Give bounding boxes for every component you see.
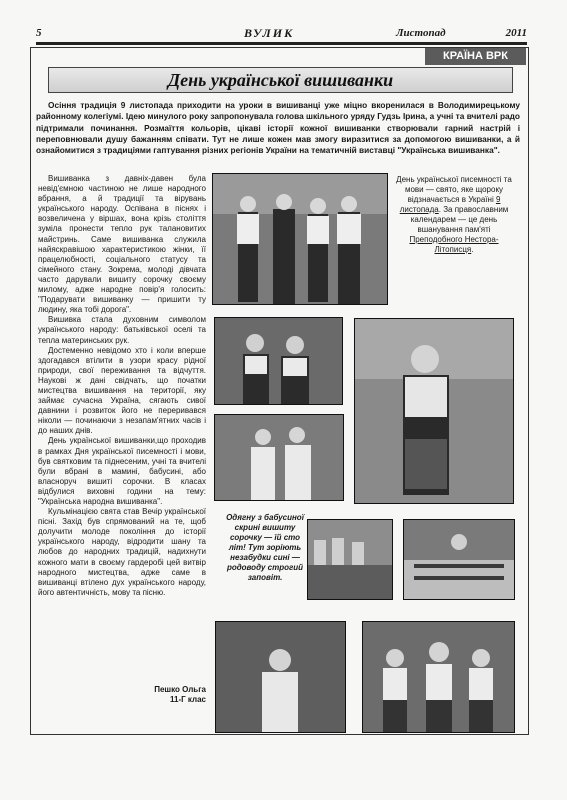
photo-couple: [214, 414, 344, 501]
article-lead: Осіння традиція 9 листопада приходити на уроки в вишиванці уже міцно вкоренилася в Володимирецькому районному колегіумі. Ідею минулого року запропонувала голова шкільного уряду Гудзь Ірина, а учні та вчителі радо підтримали починання. Розмаїття кольорів, цікаві історії кожної вишиванки створювали гарний настрій і переповнювали душу бажанням співати. Тут не лише кожен мав змогу виразитися за допомогою вишиванки, а й ознайомитися з традиціями гаптування різних регіонів України на тематичній виставці "Українська вишиванка".: [36, 100, 520, 156]
author-class: 11-Г клас: [170, 695, 206, 704]
issue-year: 2011: [505, 27, 527, 39]
photo-girls-in-wreaths: [214, 317, 343, 405]
body-paragraph: День української вишиванки,що проходив в рамках Дня української писемності і мови, був святковим та піднесеним, учні та вчителі були вбрані в мамині, бабусині, або власноруч вишиті сорочки. В класах відбулися виховні години на тему: "Українська народна вишиванка".: [38, 436, 206, 506]
photo-woman-in-costume: [354, 318, 514, 504]
article-title: День української вишиванки: [167, 70, 394, 90]
title-banner: [48, 67, 513, 93]
issue-month: Листопад: [396, 27, 446, 39]
header-rule: [36, 42, 527, 45]
magazine-name: ВУЛИК: [244, 26, 295, 40]
photo-girl-singing: [215, 621, 346, 733]
info-text-3: .: [471, 245, 474, 254]
photo-embroidery-display: [403, 519, 515, 600]
article-author: [120, 685, 206, 705]
body-paragraph: Вишивка стала духовним символом українського народу: батьківської оселі та тепла материнських рук.: [38, 315, 206, 345]
info-saint: Преподобного Нестора-Літописця: [409, 235, 499, 254]
page-header: [36, 27, 527, 41]
page-number: 5: [36, 27, 42, 39]
photo-teachers-group: [212, 173, 388, 305]
body-paragraph: Достеменно невідомо хто і коли вперше здогадався втілити в узори красу рідної природи, свої переживання та відчуття. Наукові ж дані свідчать, що початки мистецтва вишивання на території, яку займає сучасна Україна, сягають сивої давнини і розвиток його не переривався ніколи — починаючи з незапам'ятних часів і до наших днів.: [38, 345, 206, 436]
article-body: [38, 174, 206, 598]
section-tag: КРАЇНА ВРК: [425, 48, 526, 65]
photo-exhibition-hall: [307, 519, 393, 600]
body-paragraph: Кульмінацією свята став Вечір української пісні. Захід був спрямований на те, щоб долучити молоде покоління до історії українського народу, відродити шану та любов до народних традицій, надихнути кожного мати в своєму гардеробі цей витвір народного мистецтва, адже саме в вишиванці втілено дух українського народу, його автентичність, мову та пісню.: [38, 507, 206, 597]
poem-quote: Одягну з бабусиної скрині вишиту сорочку — їй сто літ! Тут зоріють незабудки сині — родоводу строгий заповіт.: [226, 513, 304, 582]
info-text-1: День української писемності та мови — свято, яке щороку відзначається в Україні: [396, 175, 512, 204]
info-text-2: . За православним календарем — це день вшанування пам'яті: [410, 205, 509, 234]
info-note: [390, 175, 518, 254]
author-name: Пешко Ольга: [154, 685, 206, 694]
info-date: 9 листопада: [399, 195, 501, 214]
photo-three-girls: [362, 621, 515, 733]
body-paragraph: Вишиванка з давніх-давен була невід'ємною частиною не лише народного вбрання, а й традиції та вірувань українського народу. Оспівана в піснях і возвеличена у віршах, вона крізь століття зуміла пронести тепло рук талановитих майстринь. Саме вишиванка служила найяскравішою характеристикою жінки, її працелюбності, соціального статусу та сімейного стану. Зокрема, молоді дівчата часто дарували вишиту сорочку своєму милому, адже народне повір'я голосить: "Подарувати вишиванку — пришити ту людину, яка тобі дорога".: [38, 174, 206, 315]
